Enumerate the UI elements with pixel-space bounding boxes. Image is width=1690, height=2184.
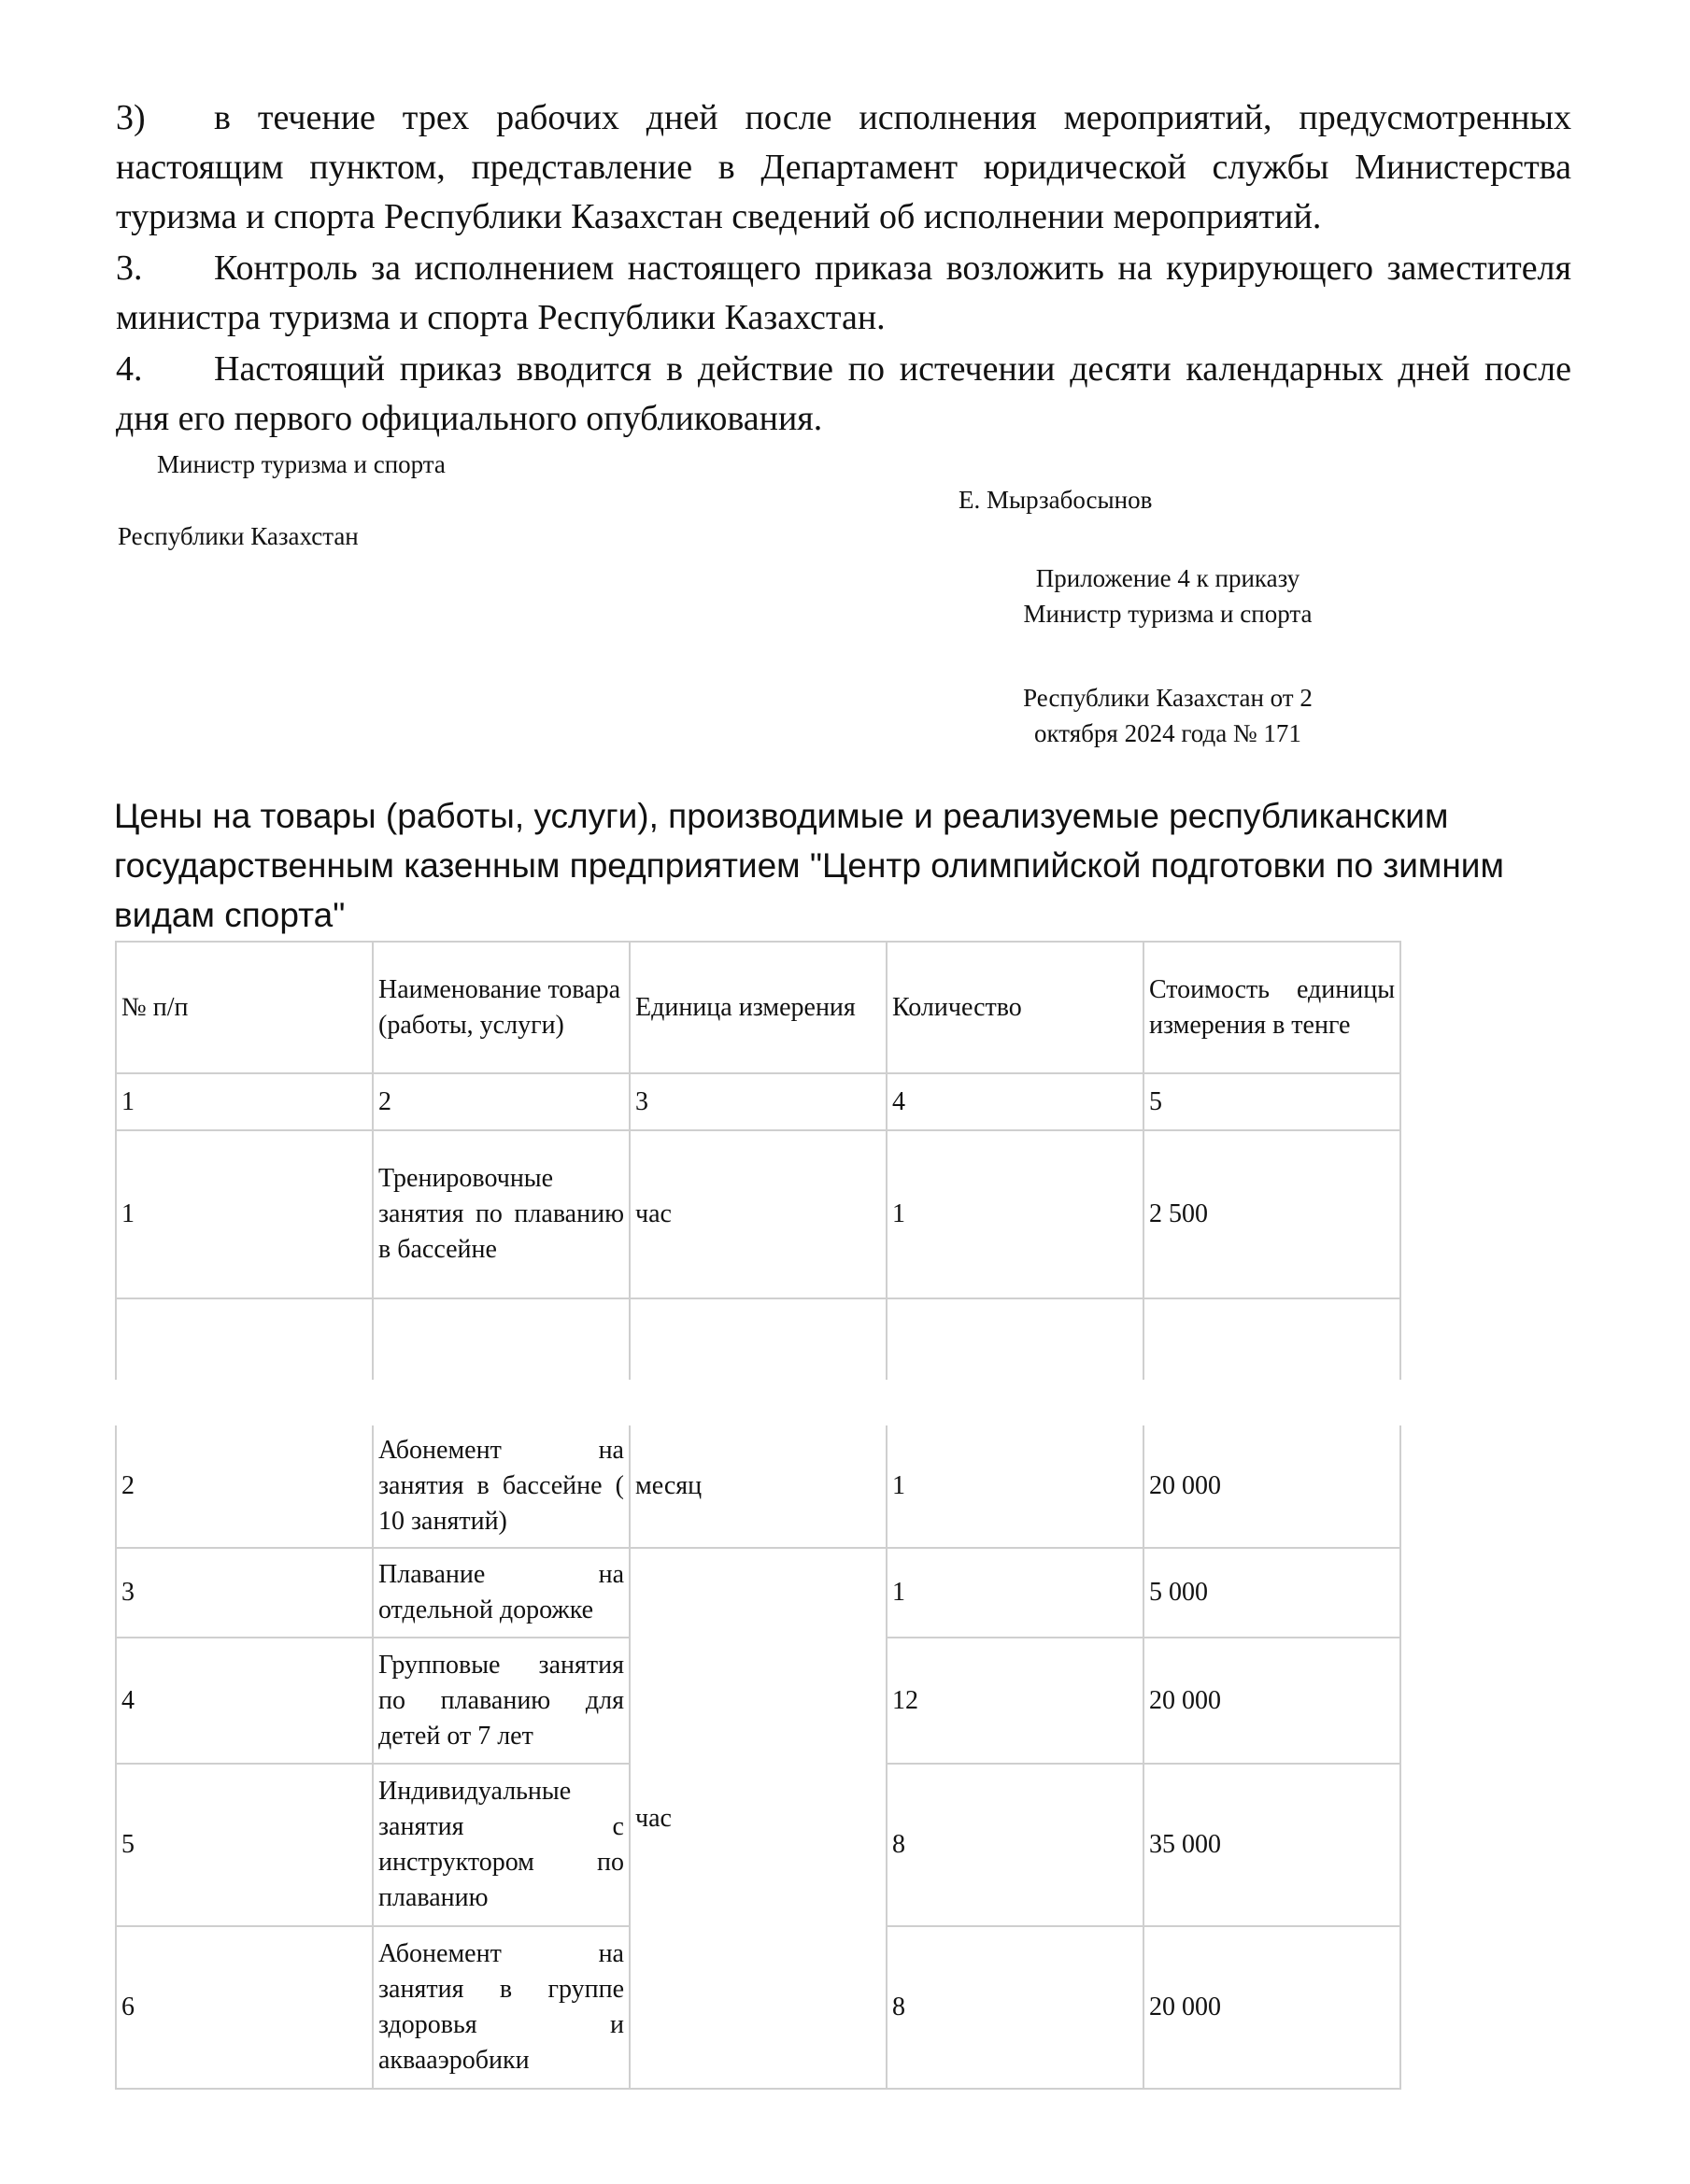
row-number-cell: 1 <box>116 1130 373 1298</box>
paragraph-number: 3) <box>116 98 146 137</box>
annex-header-bottom <box>962 680 1373 751</box>
quantity-cell: 12 <box>887 1638 1143 1764</box>
column-number-cell: 4 <box>887 1073 1143 1130</box>
document-title: Цены на товары (работы, услуги), производимые и реализуемые республиканским государственным казенным предприятием "Центр олимпийской подготовки по зимним видам спорта" <box>114 797 1504 934</box>
column-number-cell: 1 <box>116 1073 373 1130</box>
signatory-name: Е. Мырзабосынов <box>959 486 1153 514</box>
quantity-cell: 1 <box>887 1425 1143 1548</box>
annex-line: Министр туризма и спорта <box>1023 600 1313 628</box>
annex-line: Республики Казахстан от 2 <box>1023 684 1313 712</box>
quantity-cell: 1 <box>887 1548 1143 1638</box>
price-cell: 20 000 <box>1143 1926 1400 2089</box>
row-number-cell: 6 <box>116 1926 373 2089</box>
quantity-cell: 1 <box>887 1130 1143 1298</box>
header-cell: Единица измерения <box>630 942 887 1073</box>
table-row <box>116 1130 1400 1298</box>
unit-cell-merged: час <box>630 1548 887 2089</box>
paragraph-4 <box>116 345 1571 444</box>
column-number-row <box>116 1073 1400 1130</box>
header-cell: № п/п <box>116 942 373 1073</box>
empty-cell <box>887 1298 1143 1380</box>
item-name-cell: Абонемент на занятия в группе здоровья и аквааэробики <box>373 1926 630 2089</box>
paragraph-text: Настоящий приказ вводится в действие по истечении десяти календарных дней после дня его первого официального опубликования. <box>116 349 1571 438</box>
annex-line: октября 2024 года № 171 <box>1034 719 1301 747</box>
item-name-cell: Плавание на отдельной дорожке <box>373 1548 630 1638</box>
empty-cell <box>116 1298 373 1380</box>
price-cell: 20 000 <box>1143 1425 1400 1548</box>
signatory-title-line1: Министр туризма и спорта <box>157 450 446 478</box>
empty-cell <box>1143 1298 1400 1380</box>
row-number-cell: 3 <box>116 1548 373 1638</box>
annex-header-top <box>962 560 1373 631</box>
item-name-cell: Индивидуальные занятия с инструктором по плаванию <box>373 1764 630 1926</box>
table-header-row <box>116 942 1400 1073</box>
paragraph-text: в течение трех рабочих дней после исполнения мероприятий, предусмотренных настоящим пунктом, представление в Департамент юридической службы Министерства туризма и спорта Республики Казахстан сведений об исполнении мероприятий. <box>116 98 1571 236</box>
header-cell: Количество <box>887 942 1143 1073</box>
header-cell: Наименование товара (работы, услуги) <box>373 942 630 1073</box>
paragraph-text: Контроль за исполнением настоящего приказа возложить на курирующего заместителя министра туризма и спорта Республики Казахстан. <box>116 248 1571 337</box>
empty-cell <box>630 1298 887 1380</box>
unit-cell: месяц <box>630 1425 887 1548</box>
price-table-part1 <box>115 941 1401 1380</box>
row-number-cell: 5 <box>116 1764 373 1926</box>
table-row-continued <box>116 1298 1400 1380</box>
table-row <box>116 1425 1400 1548</box>
paragraph-number: 3. <box>116 248 143 288</box>
price-cell: 5 000 <box>1143 1548 1400 1638</box>
quantity-cell: 8 <box>887 1764 1143 1926</box>
price-cell: 2 500 <box>1143 1130 1400 1298</box>
column-number-cell: 5 <box>1143 1073 1400 1130</box>
price-cell: 35 000 <box>1143 1764 1400 1926</box>
paragraph-number: 4. <box>116 349 143 389</box>
unit-cell: час <box>630 1130 887 1298</box>
item-name-cell: Групповые занятия по плаванию для детей от 7 лет <box>373 1638 630 1764</box>
paragraph-3 <box>116 244 1571 343</box>
column-number-cell: 3 <box>630 1073 887 1130</box>
signatory-title-line2: Республики Казахстан <box>118 522 359 550</box>
paragraph-3-subitem <box>116 93 1571 242</box>
row-number-cell: 4 <box>116 1638 373 1764</box>
item-name-cell: Тренировочные занятия по плаванию в бассейне <box>373 1130 630 1298</box>
annex-line: Приложение 4 к приказу <box>1035 564 1300 592</box>
price-table-part2 <box>115 1425 1401 2090</box>
column-number-cell: 2 <box>373 1073 630 1130</box>
price-cell: 20 000 <box>1143 1638 1400 1764</box>
item-name-cell: Абонемент на занятия в бассейне ( 10 занятий) <box>373 1425 630 1548</box>
table-row <box>116 1548 1400 1638</box>
row-number-cell: 2 <box>116 1425 373 1548</box>
header-cell: Стоимость единицы измерения в тенге <box>1143 942 1400 1073</box>
empty-cell <box>373 1298 630 1380</box>
quantity-cell: 8 <box>887 1926 1143 2089</box>
